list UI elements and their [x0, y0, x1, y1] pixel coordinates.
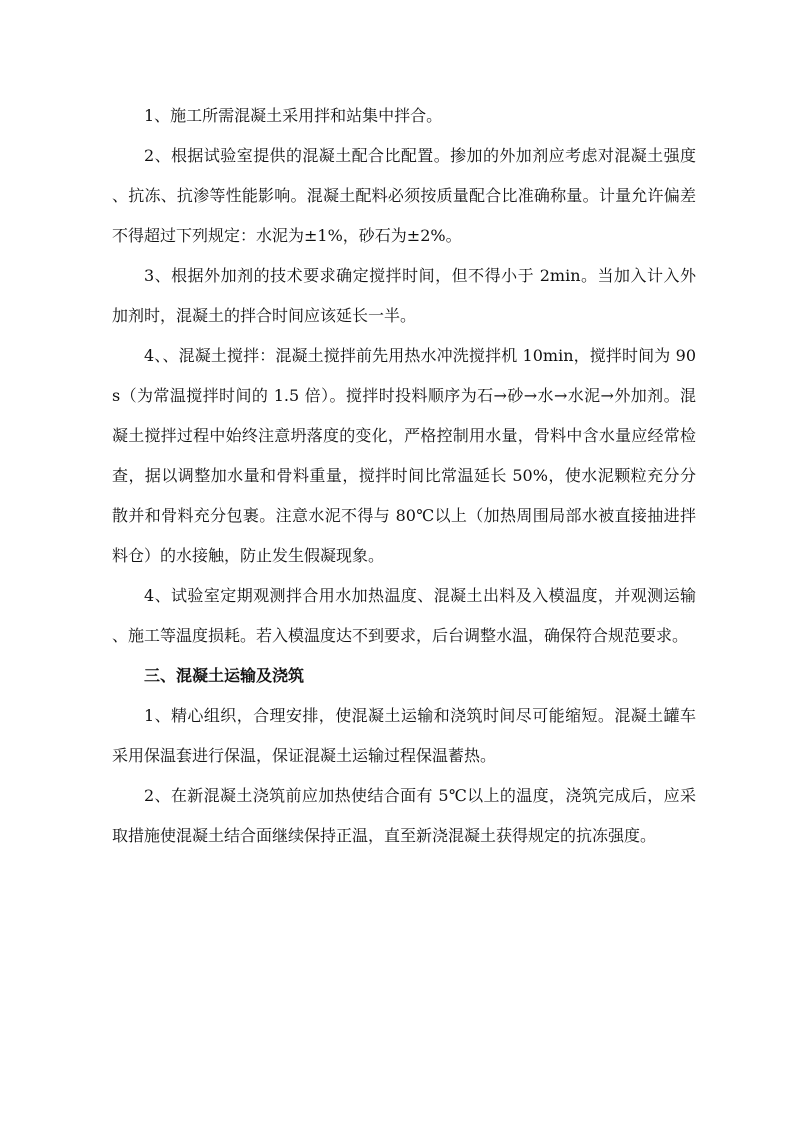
- paragraph-pouring: 2、在新混凝土浇筑前应加热使结合面有 5℃以上的温度，浇筑完成后，应采取措施使混凝土结合面继续保持正温，直至新浇混凝土获得规定的抗冻强度。: [112, 786, 696, 845]
- section-heading-transport-pouring: 三、混凝土运输及浇筑: [144, 666, 305, 685]
- paragraph-temperature-monitoring: 4、试验室定期观测拌合用水加热温度、混凝土出料及入模温度，并观测运输、施工等温度损耗。若入模温度达不到要求，后台调整水温，确保符合规范要求。: [112, 586, 696, 645]
- paragraph-mix-proportion: 2、根据试验室提供的混凝土配合比配置。掺加的外加剂应考虑对混凝土强度、抗冻、抗渗等性能影响。混凝土配料必须按质量配合比准确称量。计量允许偏差不得超过下列规定：水泥为±1%，砂石为±2%。: [112, 146, 696, 245]
- paragraph-mixing-station: 1、施工所需混凝土采用拌和站集中拌合。: [144, 106, 443, 125]
- paragraph-mixing-time: 3、根据外加剂的技术要求确定搅拌时间，但不得小于 2min。当加入计入外加剂时，混凝土的拌合时间应该延长一半。: [112, 266, 696, 325]
- paragraph-concrete-mixing: 4、、混凝土搅拌：混凝土搅拌前先用热水冲洗搅拌机 10min，搅拌时间为 90s（为常温搅拌时间的 1.5 倍）。搅拌时投料顺序为石→砂→水→水泥→外加剂。混凝土搅拌过程中始终注意坍落度的变化，严格控制用水量，骨料中含水量应经常检查，据以调整加水量和骨料重量，搅拌时间比常温延长 50%，使水泥颗粒充分分散并和骨料充分包裹。注意水泥不得与 80℃以上（加热周围局部水被直接抽进拌料仓）的水接触，防止发生假凝现象。: [112, 346, 696, 565]
- paragraph-transport: 1、精心组织，合理安排，使混凝土运输和浇筑时间尽可能缩短。混凝土罐车采用保温套进行保温，保证混凝土运输过程保温蓄热。: [112, 706, 696, 765]
- document-body: [112, 96, 696, 856]
